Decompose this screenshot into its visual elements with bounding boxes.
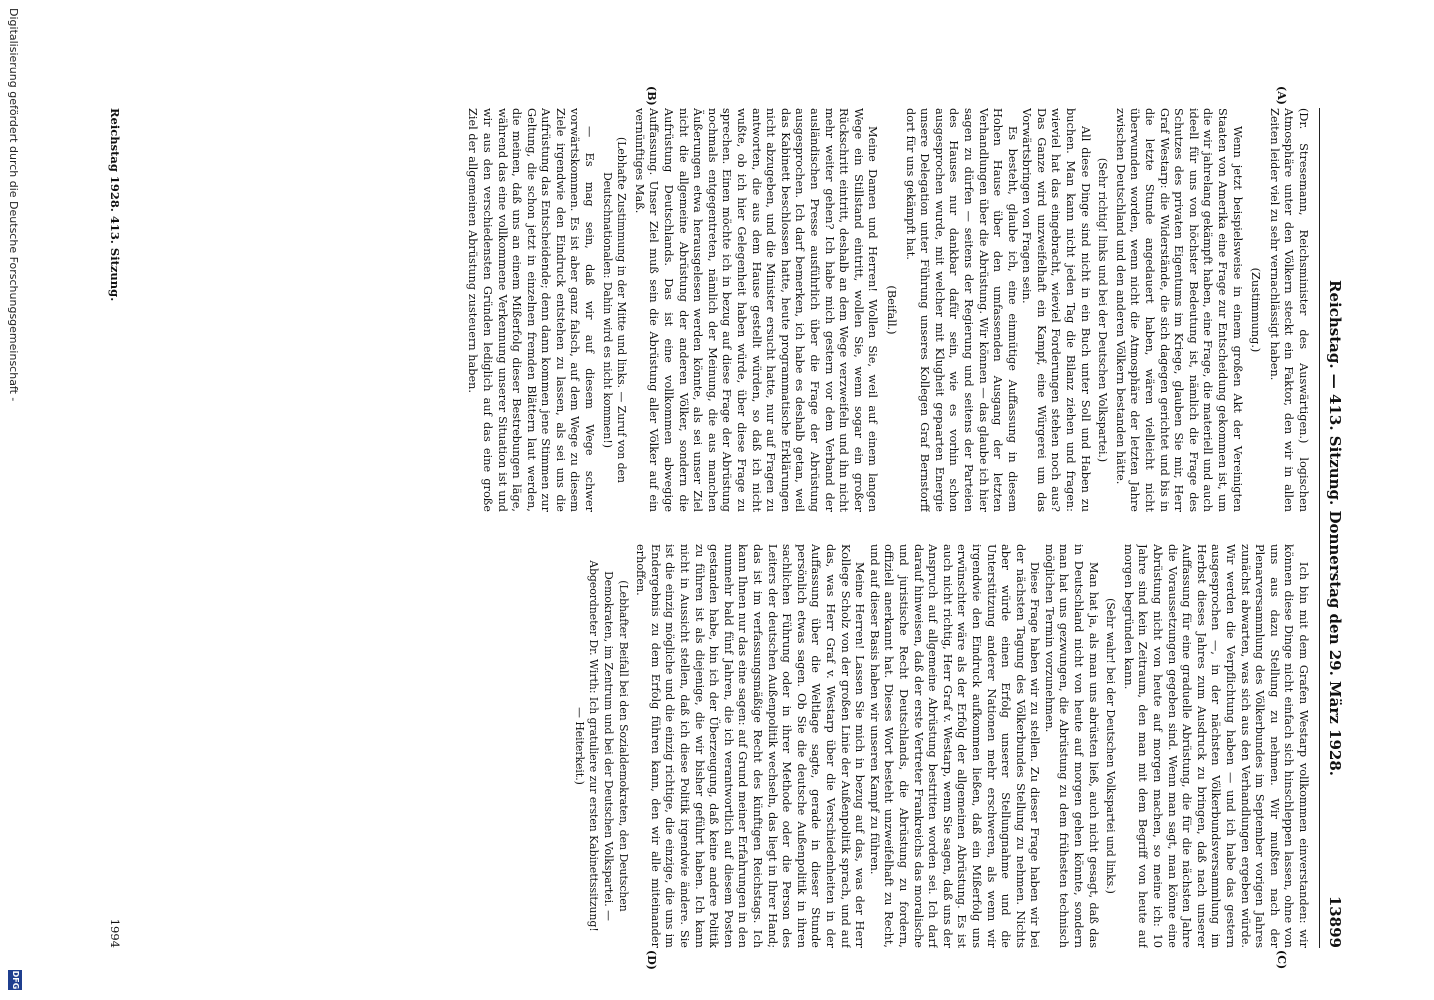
paragraph: — Es mag sein, daß wir auf diesem Wege schwer vorwärtskommen. Es ist aber ganz falsch, auf dem Wege zu diesem Ziele irgendwie den Eindruck entstehen zu lassen, als sei uns die Aufrüstung das Entscheidende; denn dann kommen jene Stimmen zur Geltung, die schon jetzt in einzelnen fremden Blättern laut werden, die meinen, daß uns an einem Mißerfolg dieser Bestrebungen läge, während das eine vollkommene Verkennung unserer Situation ist und wir aus den verschiedensten Gründen lediglich auf das eine große Ziel der allgemeinen Abrüstung zusteuern haben. bbox=[466, 108, 597, 512]
paragraph: Man hat ja, als man uns abrüsten ließ, auch nicht gesagt, daß das in Deutschland nicht von heute auf morgen gehen könnte, sondern man hat uns gezwungen, die Abrüstung zu dem frühesten technisch möglichen Termin vorzunehmen. bbox=[1042, 544, 1100, 948]
dfg-logo: DFG bbox=[8, 970, 22, 990]
margin-mark-b: (B) bbox=[645, 86, 658, 106]
text-columns bbox=[130, 108, 1310, 948]
paragraph: Meine Damen und Herren! Wollen Sie, weil auf einem langen Wege ein Stillstand eintritt, wollen Sie, wenn sogar ein großer Rückschritt eintritt, deshalb an dem Wege verzweifeln und ihn nicht mehr weiter gehen? Ich habe mich gestern vor dem Verband der ausländischen Presse ausführlich über die Frage der Abrüstung ausgesprochen. Ich darf bemerken, ich habe es deshalb getan, weil das Kabinett beschlossen hatte, heute programmatische Erklärungen nicht abzugeben, und die Minister ersucht hatte, nur auf Fragen zu antworten, die aus dem Hause gestellt würden, so daß ich nicht wußte, ob ich hier Gelegenheit haben würde, über diese Frage zu sprechen. Einen möchte ich in bezug auf diese Frage der Abrüstung nochmals entgegentreten, nämlich der Meinung, die aus manchen Äußerungen etwa herausgelesen werden könnte, als sei unser Ziel nicht die allgemeine Abrüstung der anderen Völker, sondern die Aufrüstung Deutschlands. Das ist eine vollkommen abwegige Auffassung. Unser Ziel muß sein die Abrüstung aller Völker auf ein vernünftiges Maß. bbox=[632, 108, 880, 512]
interjection: (Lebhafter Beifall bei den Sozialdemokraten, den Deutschen Demokraten, im Zentrum und bei der Deutschen Volkspartei. — Abgeordneter Dr. Wirth: Ich gratuliere zur ersten Kabinettssitzung! — Heiterkeit.) bbox=[572, 560, 630, 932]
margin-mark-a: (A) bbox=[1275, 86, 1288, 105]
reaction: (Beifall.) bbox=[884, 285, 898, 335]
paragraph: Es besteht, glaube ich, eine einmütige Auffassung in diesem Hohen Hause über den umfassenden Ausgang der letzten Verhandlungen über die Abrüstung. Wir können — das glaube ich hier sagen zu dürfen — seitens der Regierung und seitens der Parteien des Hauses nur dankbar dafür sein, wie es vorhin schon ausgesprochen wurde, mit welcher mit Klugheit gepaarten Energie unsere Delegation unter Führung unseres Kollegen Graf Bernstorff dort für uns gekämpft hat. bbox=[903, 108, 1019, 512]
page-number: 13899 bbox=[1326, 895, 1344, 948]
footer-right: 1994 bbox=[108, 918, 122, 948]
paragraph: (Dr. Stresemann, Reichsminister des Auswärtigen.) logischen Atmosphäre unter den Völkern steckt ein Faktor, den wir in allen Zeiten leider viel zu sehr vernachlässigt haben. bbox=[1267, 108, 1310, 512]
page-footer bbox=[102, 108, 122, 948]
paragraph: Diese Frage haben wir zu stellen. Zu dieser Frage haben wir bei der nächsten Tagung des Völkerbundes Stellung zu nehmen. Nichts aber würde einen Erfolg unserer Stellungnahme und die Unterstützung anderer Nationen mehr erschweren, als wenn wir irgendwie den Eindruck aufkommen ließen, daß ein Mißerfolg uns erwünschter wäre als der Erfolg der allgemeinen Abrüstung. Es ist auch nicht richtig, Herr Graf v. Westarp, wenn Sie sagen, daß uns der Anspruch auf allgemeine Abrüstung bestritten worden sei. Ich darf darauf hinweisen, daß der erste Vertreter Frankreichs das moralische und juristische Recht Deutschlands, die Abrüstung zu fordern, offiziell anerkannt hat. Dieses Wort besteht unzweifelhaft zu Recht, und auf dieser Basis haben wir unseren Kampf zu führen. bbox=[867, 544, 1042, 948]
page-title: Reichstag. — 413. Sitzung. Donnerstag den 29. März 1928. bbox=[1326, 280, 1344, 776]
interjection: (Lebhafte Zustimmung in der Mitte und links. — Zuruf von den Deutschnationalen: Dahin wird es nicht kommen!) bbox=[600, 136, 629, 483]
left-column bbox=[130, 108, 1310, 512]
paragraph: All diese Dinge sind nicht in ein Buch unter Soll und Haben zu buchen. Man kann nicht jeden Tag die Bilanz ziehen und fragen: wieviel hat das eingebracht, wieviel Forderungen stehen noch aus? Das Ganze wird unzweifelhaft ein Kampf, eine Würgerei um das Vorwärtsbringen von Fragen sein. bbox=[1020, 108, 1092, 512]
margin-mark-d: (D) bbox=[645, 950, 658, 970]
right-column bbox=[130, 544, 1310, 948]
paragraph: Ich bin mit dem Grafen Westarp vollkommen einverstanden: wir können diese Dinge nicht einfach sich hinschleppen lassen, ohne von uns aus dazu Stellung zu nehmen. Wir mußten nach der Plenarversammlung des Völkerbundes im September vorigen Jahres zunächst abwarten, was sich aus den Verhandlungen ergeben würde. Wir werden die Verpflichtung haben — und ich habe das gestern ausgesprochen —, in der nächsten Völkerbundsversammlung im Herbst dieses Jahres zum Ausdruck zu bringen, daß nach unserer Auffassung für eine graduelle Abrüstung, die für die nächsten Jahre die Voraussetzungen gegeben sind. Wenn man sagt, man könne eine Abrüstung nicht von heute auf morgen machen, so meine ich: 10 Jahre sind kein Zeitraum, den man mit dem Begriff von heute auf morgen begründen kann. bbox=[1121, 544, 1310, 948]
interjection: (Sehr richtig! links und bei der Deutschen Volkspartei.) bbox=[1096, 157, 1110, 463]
digitization-strip bbox=[4, 0, 22, 1000]
paragraph: Meine Herren! Lassen Sie mich in bezug auf das, was der Herr Kollege Scholz von der großen Linie der Außenpolitik sprach, und auf das, was Herr Graf v. Westarp über die Verschiedenheiten in der Auffassung über die Weltlage sagte, gerade in dieser Stunde persönlich etwas sagen. Ob Sie die deutsche Außenpolitik in ihren sachlichen Führung oder in ihrer Methode oder die Person des Leiters der deutschen Außenpolitik wechseln, das liegt in Ihrer Hand; das ist im verfassungsmäßige Recht des künftigen Reichstags. Ich kann Ihnen nur das eine sagen: auf Grund meiner Erfahrungen in den nunmehr bald fünf Jahren, die ich verantwortlich auf diesem Posten gestanden habe, bin ich der Überzeugung, daß keine andere Politik zu führen ist als diejenige, die wir bisher geführt haben. Ich kann nicht in Aussicht stellen, daß ich diese Politik irgendwie ändere. Sie ist die einzig mögliche und die einzig richtige, die einzige, die uns im Endergebnis zu dem Erfolg führen kann, den wir alle miteinander erhoffen. bbox=[634, 544, 867, 948]
interjection: (Sehr wahr! bei der Deutschen Volkspartei und links.) bbox=[1104, 598, 1118, 894]
reaction: (Zustimmung.) bbox=[1249, 267, 1263, 353]
footer-left: Reichstag 1928. 413. Sitzung. bbox=[108, 108, 122, 302]
digitization-note: Digitalisierung gefördert durch die Deutsche Forschungsgemeinschaft - bbox=[7, 8, 20, 402]
page-content bbox=[78, 86, 1348, 970]
margin-mark-c: (C) bbox=[1275, 950, 1288, 970]
paragraph: Wenn jetzt beispielsweise in einem großen Akt der Vereinigten Staaten von Amerika eine Frage zur Entscheidung gekommen ist, um die wir jahrelang gekämpft haben, eine Frage, die materiell und auch ideell für uns von höchster Bedeutung ist, nämlich die Frage des Schutzes des privaten Eigentums im Kriege, glauben Sie mir, Herr Graf Westarp: die Widerstände, die sich dagegen gerichtet und bis in die letzte Stunde angedauert haben, wären vielleicht nicht überwunden worden, wenn nicht die Atmosphäre der letzten Jahre zwischen Deutschland und den anderen Völkern bestanden hätte. bbox=[1113, 108, 1244, 512]
page-header bbox=[1319, 108, 1348, 948]
